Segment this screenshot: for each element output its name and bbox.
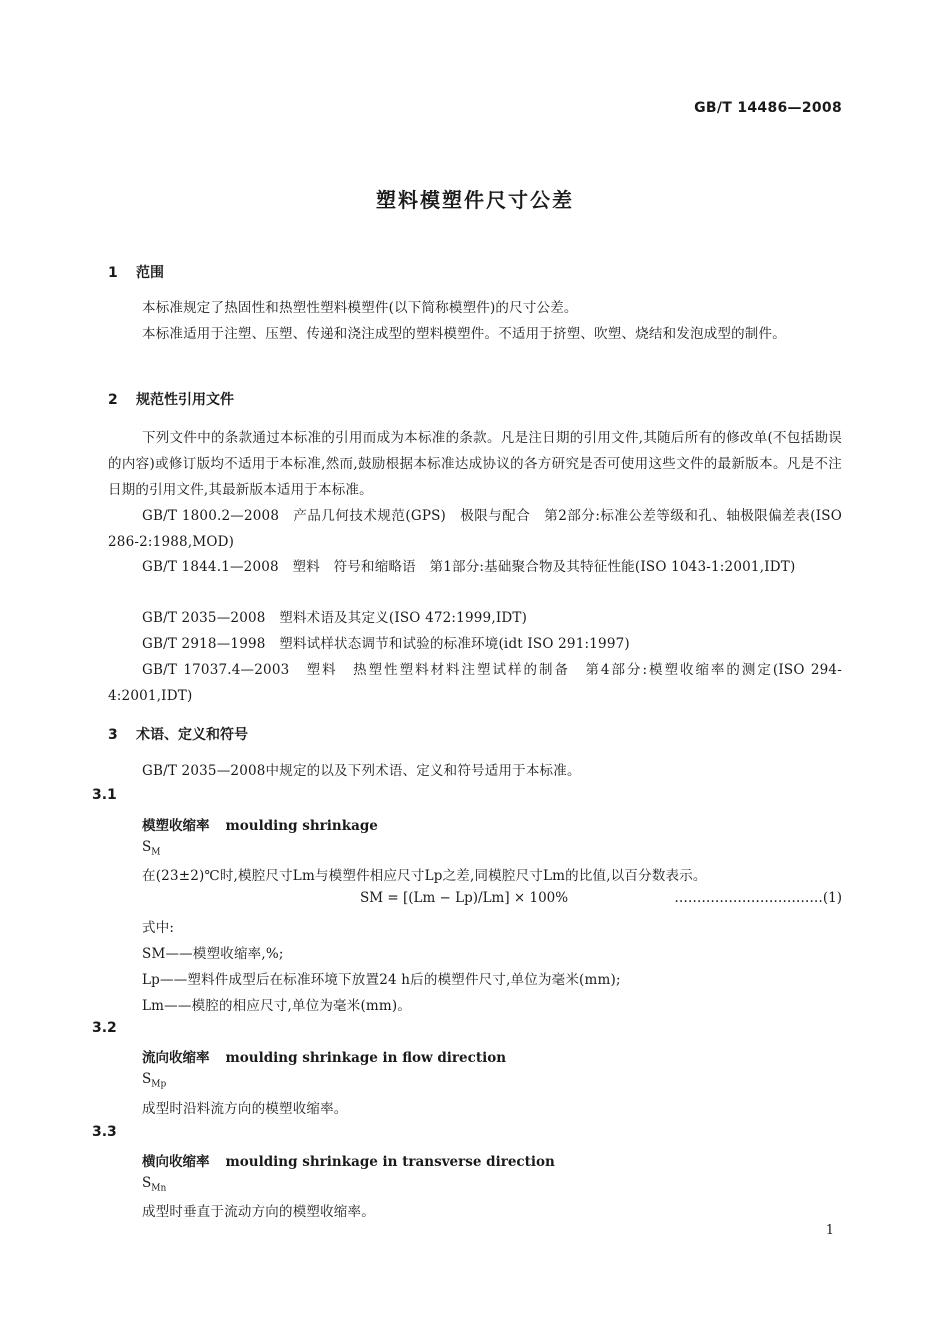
variable-definition: Lp——塑料件成型后在标准环境下放置24 h后的模塑件尺寸,单位为毫米(mm); — [142, 972, 621, 988]
term-symbol: $S_M$ — [142, 839, 161, 858]
section-1-heading — [108, 262, 164, 282]
term-number: 3.3 — [92, 1124, 117, 1140]
section-title: 术语、定义和符号 — [136, 727, 248, 743]
section-number: 2 — [108, 392, 118, 408]
term-definition: 在(23±2)℃时,模腔尺寸Lm与模塑件相应尺寸Lp之差,同模腔尺寸Lm的比值,以百分数表示。 — [142, 868, 707, 884]
term-heading — [142, 814, 378, 834]
term-symbol: $S_{Mp}$ — [142, 1071, 167, 1090]
standard-code: GB/T 14486—2008 — [694, 100, 842, 116]
document-title: 塑料模塑件尺寸公差 — [376, 188, 574, 212]
reference-item: GB/T 2918—1998 塑料试样状态调节和试验的标准环境(idt ISO 291:1997) — [142, 636, 630, 652]
section-number: 1 — [108, 265, 118, 281]
formula-number: ……………………………(1) — [674, 890, 842, 906]
section-2-heading — [108, 389, 234, 409]
reference-item: GB/T 1844.1—2008 塑料 符号和缩略语 第1部分:基础聚合物及其特征性能(ISO 1043-1:2001,IDT) — [142, 559, 796, 575]
term-en: moulding shrinkage in flow direction — [225, 1050, 507, 1066]
reference-item: GB/T 1800.2—2008 产品几何技术规范(GPS) 极限与配合 第2部分:标准公差等级和孔、轴极限偏差表(ISO 286-2:1988,MOD) — [108, 508, 842, 550]
term-number: 3.1 — [92, 787, 117, 803]
reference-item: GB/T 17037.4—2003 塑料 热塑性塑料材料注塑试样的制备 第4部分:模塑收缩率的测定(ISO 294-4:2001,IDT) — [108, 662, 842, 704]
term-definition: 成型时沿料流方向的模塑收缩率。 — [142, 1101, 348, 1117]
term-number: 3.2 — [92, 1020, 117, 1036]
variable-definition: SM——模塑收缩率,%; — [142, 946, 284, 962]
term-zh: 横向收缩率 — [142, 1154, 210, 1170]
section-3-heading — [108, 724, 248, 744]
section-title: 规范性引用文件 — [136, 392, 234, 408]
section-1-paragraph-2: 本标准适用于注塑、压塑、传递和浇注成型的塑料模塑件。不适用于挤塑、吹塑、烧结和发泡成型的制件。 — [142, 326, 786, 342]
term-definition: 成型时垂直于流动方向的模塑收缩率。 — [142, 1204, 375, 1220]
term-heading — [142, 1150, 555, 1170]
reference-item: GB/T 2035—2008 塑料术语及其定义(ISO 472:1999,IDT) — [142, 610, 528, 626]
term-en: moulding shrinkage in transverse direction — [225, 1154, 555, 1170]
term-symbol: $S_{Mn}$ — [142, 1175, 167, 1194]
section-title: 范围 — [136, 265, 164, 281]
term-zh: 模塑收缩率 — [142, 818, 210, 834]
formula: SM = [(Lm − Lp)/Lm] × 100% — [360, 890, 569, 906]
variable-definition: Lm——模腔的相应尺寸,单位为毫米(mm)。 — [142, 998, 412, 1014]
page-number: 1 — [825, 1223, 834, 1238]
section-2-paragraph-1: 下列文件中的条款通过本标准的引用而成为本标准的条款。凡是注日期的引用文件,其随后所有的修改单(不包括勘误的内容)或修订版均不适用于本标准,然而,鼓励根据本标准达成协议的各方研究是否可使用这些文件的最新版本。凡是不注日期的引用文件,其最新版本适用于本标准。 — [108, 430, 842, 498]
term-en: moulding shrinkage — [225, 818, 378, 834]
where-label: 式中: — [142, 920, 175, 936]
term-heading — [142, 1046, 506, 1066]
section-3-paragraph-1: GB/T 2035—2008中规定的以及下列术语、定义和符号适用于本标准。 — [142, 763, 581, 779]
term-zh: 流向收缩率 — [142, 1050, 210, 1066]
section-number: 3 — [108, 727, 118, 743]
section-1-paragraph-1: 本标准规定了热固性和热塑性塑料模塑件(以下简称模塑件)的尺寸公差。 — [142, 300, 578, 316]
